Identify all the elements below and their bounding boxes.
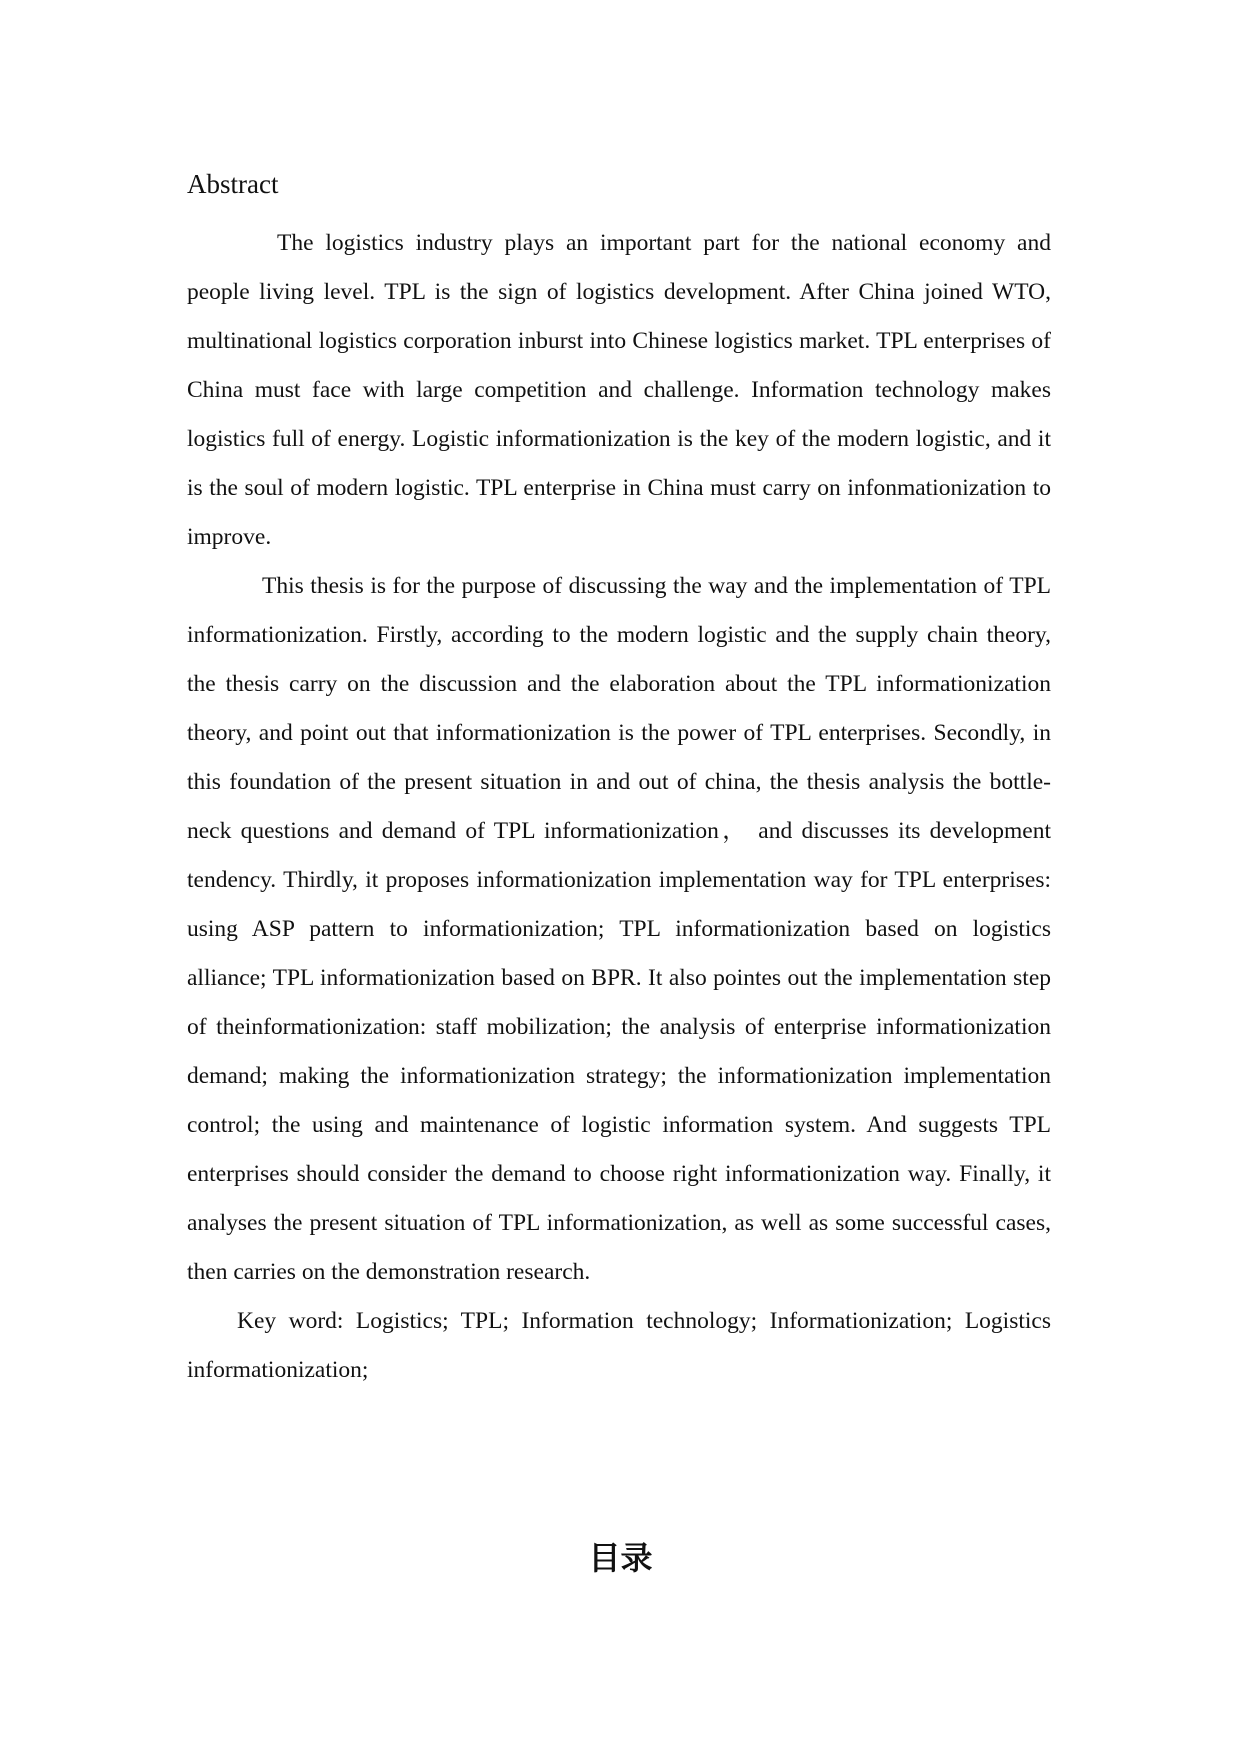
abstract-paragraph-1: The logistics industry plays an important part for the national economy and people living level. TPL is the sign of logistics development. After China joined WTO, multinational logistics corporation inburst into Chinese logistics market. TPL enterprises of China must face with large competition and challenge. Information technology makes logistics full of energy. Logistic informationization is the key of the modern logistic, and it is the soul of modern logistic. TPL enterprise in China must carry on infonmationization to improve. [187, 230, 1051, 550]
abstract-body [187, 219, 1051, 1395]
toc-title: 目录 [588, 1539, 653, 1577]
keywords-line: Key word: Logistics; TPL; Information technology; Informationization; Logistics informationization; [187, 1308, 1051, 1383]
abstract-heading: Abstract [187, 169, 279, 199]
abstract-paragraph-2: This thesis is for the purpose of discussing the way and the implementation of TPL informationization. Firstly, according to the modern logistic and the supply chain theory, the thesis carry on the discussion and the elaboration about the TPL informationization theory, and point out that informationization is the power of TPL enterprises. Secondly, in this foundation of the present situation in and out of china, the thesis analysis the bottle-neck questions and demand of TPL informationization， and discusses its development tendency. Thirdly, it proposes informationization implementation way for TPL enterprises: using ASP pattern to informationization; TPL informationization based on logistics alliance; TPL informationization based on BPR. It also pointes out the implementation step of theinformationization: staff mobilization; the analysis of enterprise informationization demand; making the informationization strategy; the informationization implementation control; the using and maintenance of logistic information system. And suggests TPL enterprises should consider the demand to choose right informationization way. Finally, it analyses the present situation of TPL informationization, as well as some successful cases, then carries on the demonstration research. [187, 573, 1051, 1285]
